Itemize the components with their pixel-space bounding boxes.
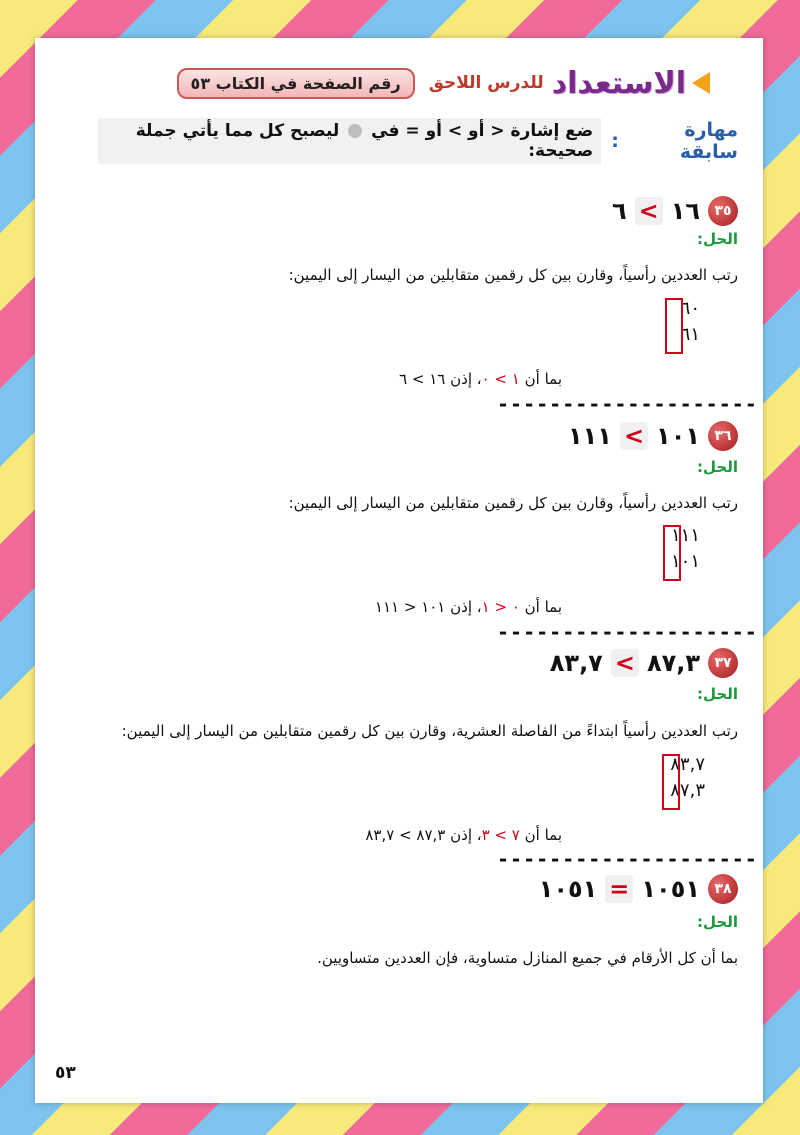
highlight-box — [665, 298, 683, 354]
conclusion-pre: بما أن — [524, 370, 562, 388]
instruction-start: ضع إشارة < أو > أو = في — [371, 121, 594, 141]
problem-number-badge: ٣٧ — [708, 648, 738, 678]
conclusion-post: ، إذن ١٠١ < ١١١ — [374, 598, 482, 616]
problem-right-number: ٨٣,٧ — [549, 649, 603, 677]
triangle-arrow-icon — [692, 72, 710, 94]
problem-left-number: ١٠٥١ — [641, 875, 700, 903]
page-reference-badge: رقم الصفحة في الكتاب ٥٣ — [177, 68, 415, 99]
conclusion-post: ، إذن ١٦ > ٦ — [399, 370, 482, 388]
method-text: رتب العددين رأسياً ابتداءً من الفاصلة العشرية، وقارن بين كل رقمين متقابلين من اليسار إلى اليمين: — [121, 722, 738, 740]
skill-label: مهارة سابقة — [679, 119, 738, 163]
method-text: رتب العددين رأسياً، وقارن بين كل رقمين متقابلين من اليسار إلى اليمين: — [288, 494, 738, 512]
instruction-end: ليصبح كل مما يأتي جملة صحيحة: — [135, 121, 594, 161]
problem-number-badge: ٣٥ — [708, 196, 738, 226]
comparison-sign: > — [611, 649, 639, 677]
aligned-row-2: ١٠١ — [670, 551, 700, 572]
solution-label: الحل: — [697, 913, 738, 931]
aligned-row-2: ٦١ — [680, 324, 700, 345]
problem-35 — [612, 196, 738, 226]
problem-number-badge: ٣٦ — [708, 421, 738, 451]
vertical-alignment — [610, 298, 700, 358]
gray-circle-icon — [348, 124, 362, 138]
problem-right-number: ٦ — [611, 197, 627, 225]
instruction-text — [98, 118, 601, 164]
conclusion — [365, 826, 562, 844]
aligned-row-2: ٨٧,٣ — [670, 780, 705, 801]
aligned-row-1: ١١١ — [670, 525, 700, 546]
conclusion-pre: بما أن — [524, 598, 562, 616]
problem-36 — [568, 421, 738, 451]
highlight-box — [663, 525, 681, 581]
conclusion-comparison: ٠ < ١ — [481, 598, 520, 616]
header-title: الاستعداد — [551, 65, 686, 101]
solution-label: الحل: — [697, 230, 738, 248]
page-number: ٥٣ — [55, 1063, 76, 1083]
skill-colon: : — [611, 130, 619, 152]
problem-number-badge: ٣٨ — [708, 874, 738, 904]
divider-line: -------------------- — [497, 620, 758, 644]
conclusion — [399, 370, 562, 388]
lesson-header — [170, 62, 710, 104]
problem-left-number: ١٠١ — [656, 422, 700, 450]
conclusion-pre: بما أن — [524, 826, 562, 844]
problem-right-number: ١١١ — [567, 422, 612, 450]
solution-label: الحل: — [697, 458, 738, 476]
problem-38 — [539, 874, 738, 904]
divider-line: -------------------- — [497, 392, 758, 416]
method-text: رتب العددين رأسياً، وقارن بين كل رقمين متقابلين من اليسار إلى اليمين: — [288, 266, 738, 284]
problem-left-number: ٨٧,٣ — [646, 649, 700, 677]
divider-line: -------------------- — [497, 847, 758, 871]
problem-right-number: ١٠٥١ — [538, 875, 598, 903]
method-text: بما أن كل الأرقام في جميع المنازل متساوية، فإن العددين متساويين. — [317, 949, 738, 967]
skill-instruction-line — [98, 118, 738, 164]
comparison-sign: > — [635, 197, 663, 225]
aligned-row-1: ٨٣,٧ — [670, 754, 705, 775]
problem-left-number: ١٦ — [670, 197, 700, 225]
header-subtitle: للدرس اللاحق — [428, 73, 544, 93]
conclusion — [375, 598, 562, 616]
problem-37 — [550, 648, 738, 678]
solution-label: الحل: — [697, 685, 738, 703]
conclusion-post: ، إذن ٨٧,٣ > ٨٣,٧ — [365, 826, 482, 844]
conclusion-comparison: ٧ > ٣ — [481, 826, 520, 844]
highlight-box — [662, 754, 680, 810]
vertical-alignment — [600, 525, 700, 585]
vertical-alignment — [620, 754, 705, 814]
comparison-sign: = — [605, 875, 633, 903]
conclusion-comparison: ١ > ٠ — [481, 370, 520, 388]
aligned-row-1: ٦٠ — [680, 298, 700, 319]
comparison-sign: > — [620, 422, 648, 450]
